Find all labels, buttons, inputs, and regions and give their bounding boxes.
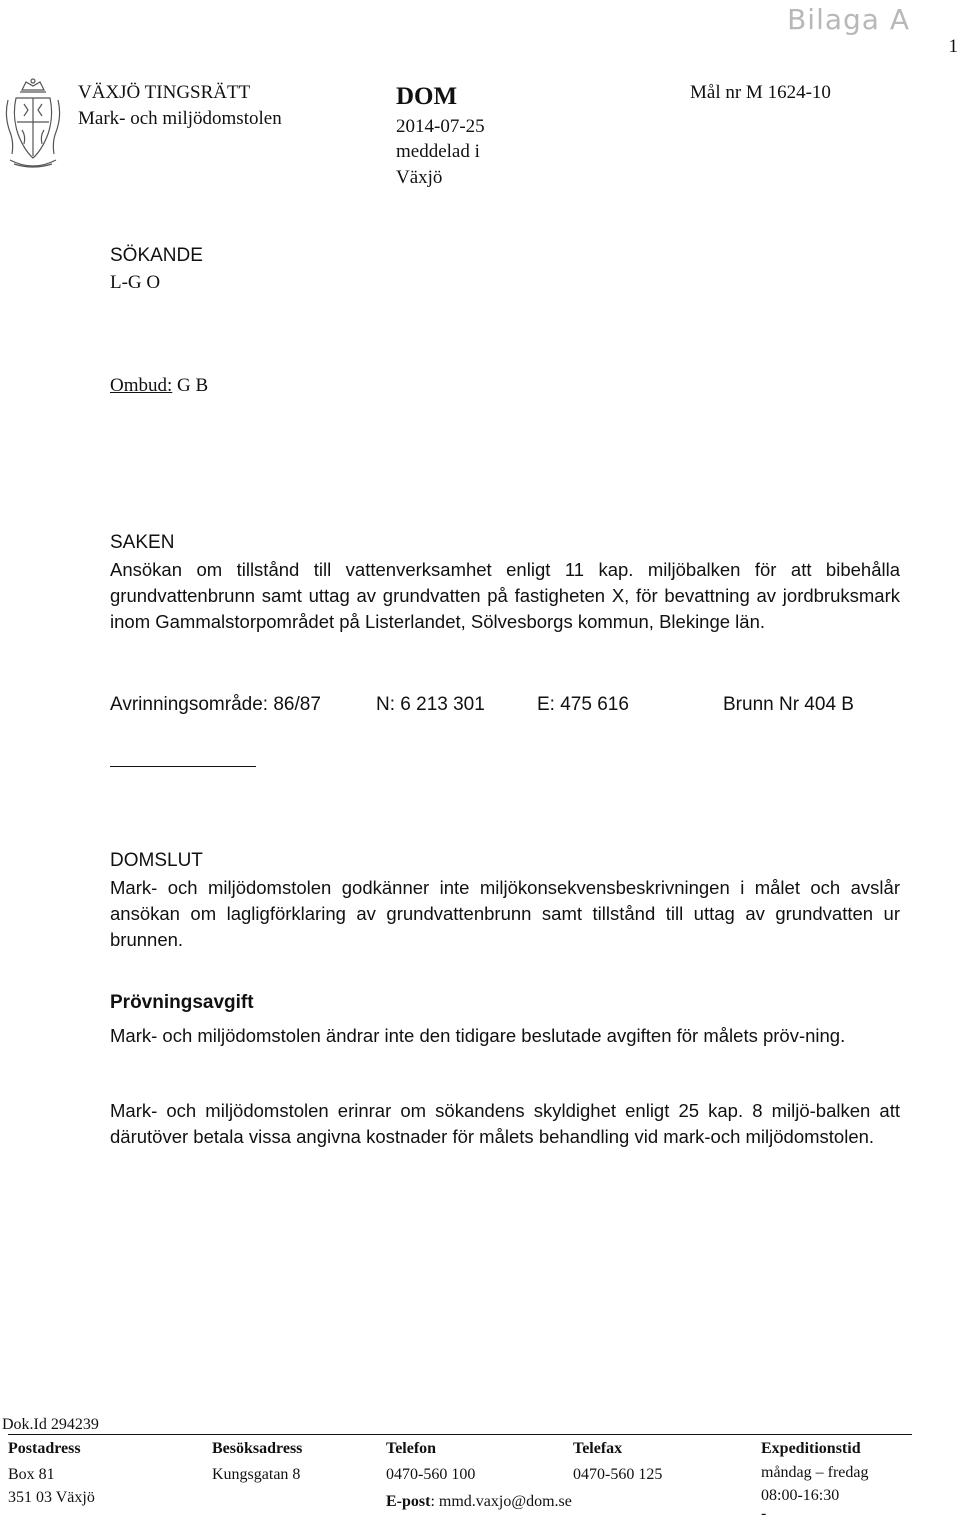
document-date: 2014-07-25: [396, 115, 485, 137]
phone-value: 0470-560 100: [386, 1466, 476, 1484]
ruling-heading: DOMSLUT: [110, 850, 203, 871]
document-type: DOM: [396, 83, 458, 110]
page-number: 1: [948, 36, 958, 57]
fee-text: Mark- och miljödomstolen ändrar inte den tidigare beslutade avgiften för målets pröv-ning.: [110, 1024, 846, 1046]
court-division: Mark- och miljödomstolen: [78, 107, 282, 129]
well-number: Brunn Nr 404 B: [723, 694, 854, 715]
separator-line: [110, 766, 256, 767]
visit-line1: Kungsgatan 8: [212, 1466, 301, 1484]
matter-section: [110, 530, 900, 635]
email-label: E-post: [386, 1492, 431, 1510]
coat-of-arms-logo: [2, 76, 64, 172]
footer-contact: [8, 1434, 912, 1523]
postal-line1: Box 81: [8, 1466, 55, 1484]
case-number: Mål nr M 1624-10: [690, 82, 831, 103]
issued-label: meddelad i: [396, 141, 480, 163]
matter-text: Ansökan om tillstånd till vattenverksamhet enligt 11 kap. miljöbalken för att bibehålla grundvattenbrunn samt uttag av grundvatten på fastigheten X, för bevattning av jordbruksmark inom Gammalstorpområdet på Listerlandet, Sölvesborgs kommun, Blekinge län.: [110, 558, 900, 633]
document-id: Dok.Id 294239: [2, 1416, 99, 1433]
fax-heading: Telefax: [573, 1440, 623, 1457]
representative-line: [110, 373, 900, 400]
footer-postal: [8, 1438, 95, 1509]
footer-rule: [8, 1434, 912, 1435]
court-name: VÄXJÖ TINGSRÄTT: [78, 82, 251, 103]
representative-label: Ombud:: [110, 375, 173, 396]
hours-line1: måndag – fredag: [761, 1464, 869, 1482]
fee-section: [110, 990, 900, 1049]
representative-name: G B: [172, 375, 209, 396]
document-info: [396, 80, 485, 191]
fee-heading: Prövningsavgift: [110, 992, 254, 1013]
east-coordinate: E: 475 616: [537, 694, 629, 715]
hours-line3: -: [761, 1505, 767, 1523]
ruling-section: [110, 848, 900, 953]
fax-value: 0470-560 125: [573, 1466, 663, 1484]
court-header: [78, 80, 282, 131]
postal-line2: 351 03 Växjö: [8, 1488, 95, 1506]
applicant-name: L-G O: [110, 271, 161, 293]
applicant-section: [110, 243, 900, 296]
email-value[interactable]: : mmd.vaxjo@dom.se: [430, 1492, 572, 1510]
visit-heading: Besöksadress: [212, 1440, 303, 1457]
footer-hours: [761, 1438, 869, 1526]
hours-heading: Expeditionstid: [761, 1440, 861, 1457]
footer-fax: [573, 1438, 662, 1487]
issued-place: Växjö: [396, 167, 443, 189]
costs-section: [110, 1098, 900, 1151]
catchment-area: Avrinningsområde: 86/87: [110, 694, 321, 715]
footer-visit: [212, 1438, 302, 1487]
footer-phone: [386, 1438, 572, 1513]
phone-heading: Telefon: [386, 1440, 437, 1457]
hours-line2: 08:00-16:30: [761, 1486, 840, 1504]
costs-text: Mark- och miljödomstolen erinrar om sökandens skyldighet enligt 25 kap. 8 miljö-balken att därutöver betala vissa angivna kostnader för målets behandling vid mark-och miljödomstolen.: [110, 1100, 900, 1148]
matter-heading: SAKEN: [110, 532, 175, 553]
postal-heading: Postadress: [8, 1440, 81, 1457]
bilaga-watermark: Bilaga A: [787, 3, 910, 36]
email-line: [386, 1491, 572, 1513]
north-coordinate: N: 6 213 301: [376, 694, 485, 715]
applicant-heading: SÖKANDE: [110, 245, 203, 266]
ruling-text: Mark- och miljödomstolen godkänner inte miljökonsekvensbeskrivningen i målet och avslår ansökan om lagligförklaring av grundvattenbrunn samt tillstånd till uttag av grundvatten ur brunnen.: [110, 876, 900, 951]
